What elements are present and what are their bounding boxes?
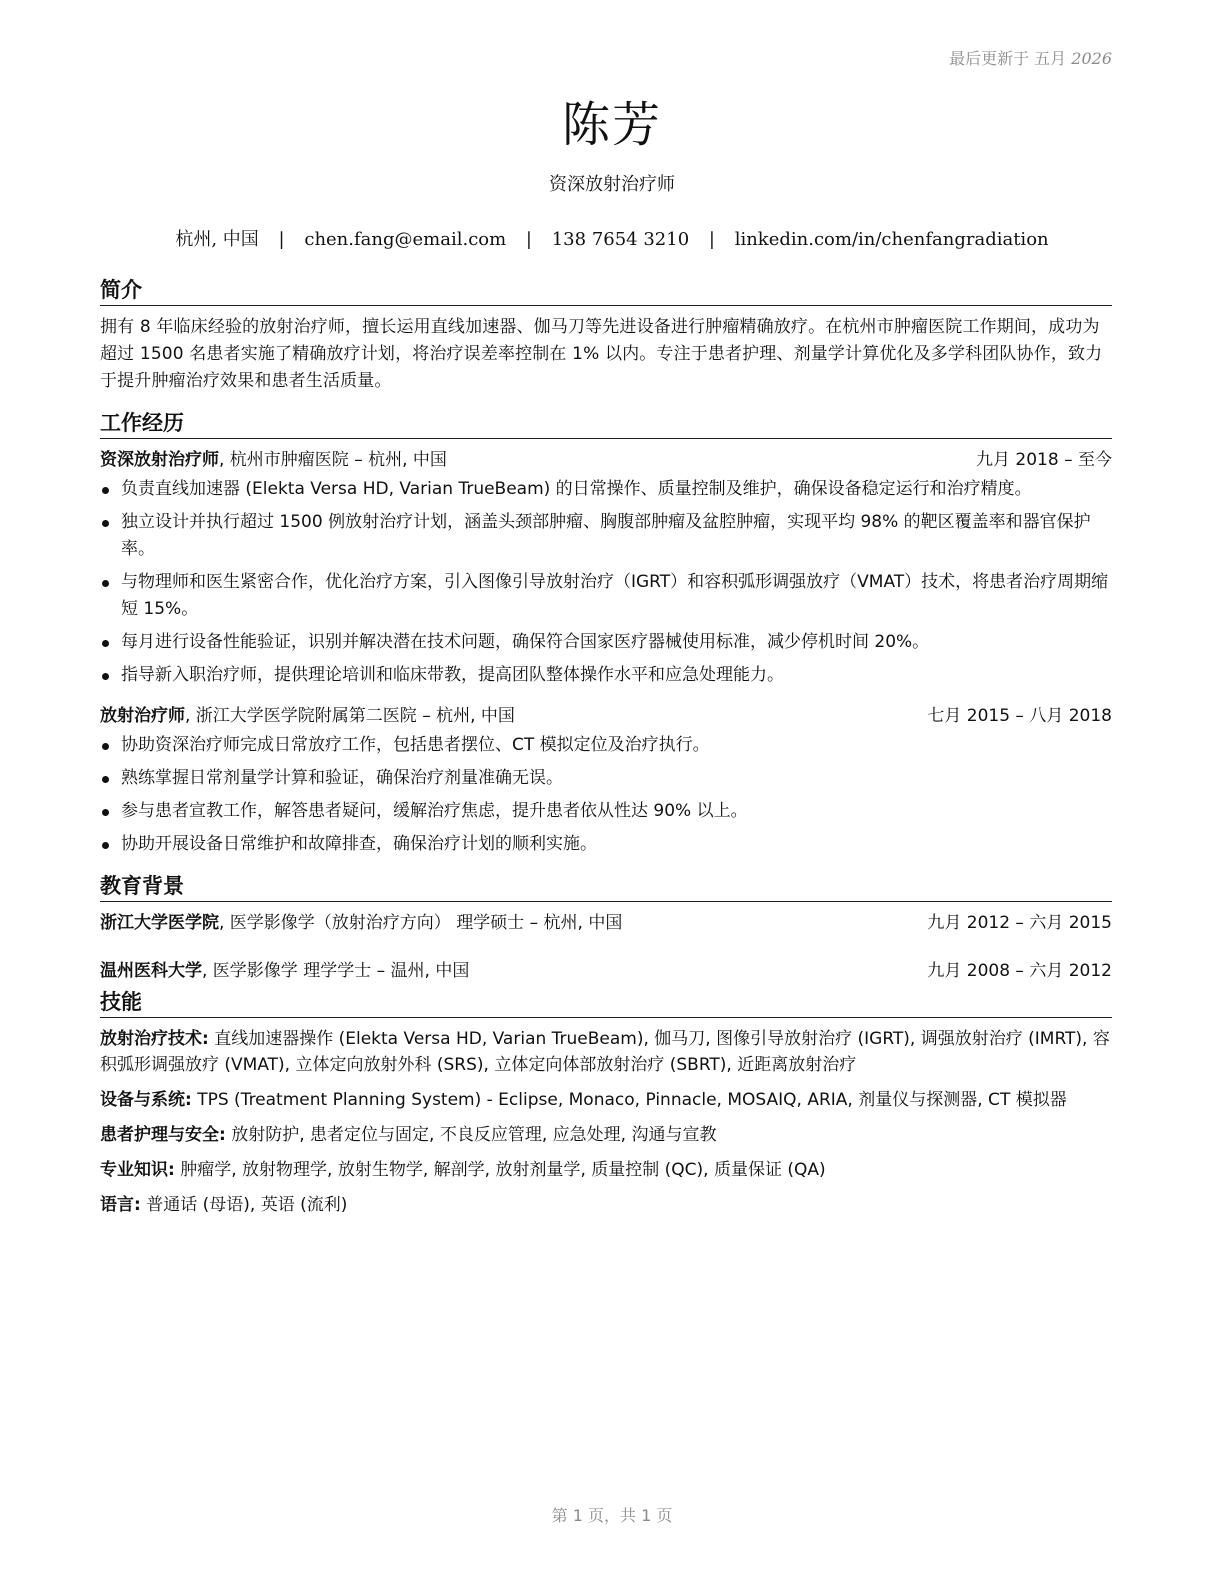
job-org: , 杭州市肿瘤医院 – 杭州, 中国: [219, 450, 447, 470]
skill-row: [100, 1087, 1112, 1113]
resume-content: [100, 276, 1112, 1227]
education-school-detail: [100, 910, 622, 936]
contact-separator: |: [525, 229, 532, 250]
skill-row: [100, 1122, 1112, 1148]
education-detail: , 医学影像学（放射治疗方向） 理学硕士 – 杭州, 中国: [219, 913, 623, 933]
job-entry: [100, 447, 1112, 689]
contact-email[interactable]: chen.fang@email.com: [304, 229, 507, 250]
candidate-title: 资深放射治疗师: [549, 174, 675, 195]
skill-label: 放射治疗技术:: [100, 1029, 209, 1049]
skill-label: 语言:: [100, 1195, 141, 1215]
job-org: , 浙江大学医学院附属第二医院 – 杭州, 中国: [185, 706, 515, 726]
skill-text: 放射防护, 患者定位与固定, 不良反应管理, 应急处理, 沟通与宣教: [225, 1125, 717, 1145]
education-school: 浙江大学医学院: [100, 913, 219, 933]
job-bullet: 每月进行设备性能验证，识别并解决潜在技术问题，确保符合国家医疗器械使用标准，减少停机时间 20%。: [100, 629, 1112, 656]
job-bullets: [100, 476, 1112, 689]
contact-separator: |: [278, 229, 285, 250]
contact-location: 杭州, 中国: [175, 229, 259, 250]
education-entry: [100, 910, 1112, 936]
skill-text: 肿瘤学, 放射物理学, 放射生物学, 解剖学, 放射剂量学, 质量控制 (QC), 质量保证 (QA): [174, 1160, 826, 1180]
page-number: 第 1 页，共 1 页: [551, 1506, 673, 1525]
skill-text: 普通话 (母语), 英语 (流利): [140, 1195, 348, 1215]
section-heading-education: 教育背景: [100, 872, 1112, 902]
skill-label: 设备与系统:: [100, 1090, 192, 1110]
education-school-detail: [100, 958, 469, 984]
skill-row: [100, 1192, 1112, 1218]
education-dates: 九月 2008 – 六月 2012: [927, 961, 1112, 981]
last-updated: [949, 46, 1112, 69]
job-dates: 七月 2015 – 八月 2018: [927, 706, 1112, 726]
contact-linkedin[interactable]: linkedin.com/in/chenfangradiation: [734, 229, 1049, 250]
job-role-org: [100, 447, 447, 473]
contact-line: [0, 225, 1224, 251]
job-role: 资深放射治疗师: [100, 450, 219, 470]
job-entry: [100, 703, 1112, 858]
education-dates: 九月 2012 – 六月 2015: [927, 913, 1112, 933]
job-bullet: 熟练掌握日常剂量学计算和验证，确保治疗剂量准确无误。: [100, 765, 1112, 792]
job-bullet: 协助资深治疗师完成日常放疗工作，包括患者摆位、CT 模拟定位及治疗执行。: [100, 732, 1112, 759]
skill-row: [100, 1157, 1112, 1183]
job-header: [100, 703, 1112, 729]
job-bullet: 协助开展设备日常维护和故障排查，确保治疗计划的顺利实施。: [100, 831, 1112, 858]
last-updated-label: 最后更新于 五月: [949, 49, 1067, 68]
job-role: 放射治疗师: [100, 706, 185, 726]
skill-text: TPS (Treatment Planning System) - Eclipse, Monaco, Pinnacle, MOSAIQ, ARIA, 剂量仪与探测器, CT 模拟器: [191, 1090, 1067, 1110]
job-bullet: 与物理师和医生紧密合作，优化治疗方案，引入图像引导放射治疗（IGRT）和容积弧形调强放疗（VMAT）技术，将患者治疗周期缩短 15%。: [100, 569, 1112, 623]
job-bullet: 独立设计并执行超过 1500 例放射治疗计划，涵盖头颈部肿瘤、胸腹部肿瘤及盆腔肿瘤，实现平均 98% 的靶区覆盖率和器官保护率。: [100, 509, 1112, 563]
job-header: [100, 447, 1112, 473]
section-heading-skills: 技能: [100, 988, 1112, 1018]
job-role-org: [100, 703, 515, 729]
section-heading-summary: 简介: [100, 276, 1112, 306]
education-school: 温州医科大学: [100, 961, 202, 981]
section-heading-experience: 工作经历: [100, 409, 1112, 439]
summary-text: 拥有 8 年临床经验的放射治疗师，擅长运用直线加速器、伽马刀等先进设备进行肿瘤精确放疗。在杭州市肿瘤医院工作期间，成功为超过 1500 名患者实施了精确放疗计划，将治疗误差率控制在 1% 以内。专注于患者护理、剂量学计算优化及多学科团队协作，致力于提升肿瘤治疗效果和患者生活质量。: [100, 317, 1103, 391]
education-detail: , 医学影像学 理学学士 – 温州, 中国: [202, 961, 470, 981]
job-bullet: 负责直线加速器 (Elekta Versa HD, Varian TrueBeam) 的日常操作、质量控制及维护，确保设备稳定运行和治疗精度。: [100, 476, 1112, 503]
candidate-name: 陈芳: [561, 97, 662, 153]
contact-phone: 138 7654 3210: [551, 229, 690, 250]
job-bullet: 指导新入职治疗师，提供理论培训和临床带教，提高团队整体操作水平和应急处理能力。: [100, 662, 1112, 689]
education-entry: [100, 958, 1112, 984]
job-bullet: 参与患者宣教工作，解答患者疑问，缓解治疗焦虑，提升患者依从性达 90% 以上。: [100, 798, 1112, 825]
job-bullets: [100, 732, 1112, 858]
skill-label: 专业知识:: [100, 1160, 175, 1180]
skill-text: 直线加速器操作 (Elekta Versa HD, Varian TrueBeam), 伽马刀, 图像引导放射治疗 (IGRT), 调强放射治疗 (IMRT), 容积弧形调强放疗 (VMAT), 立体定向放射外科 (SRS), 立体定向体部放射治疗 (SBRT), 近距离放射治疗: [100, 1029, 1110, 1075]
last-updated-year: 2026: [1071, 49, 1112, 68]
skill-label: 患者护理与安全:: [100, 1125, 226, 1145]
skill-row: [100, 1026, 1112, 1078]
job-dates: 九月 2018 – 至今: [976, 450, 1112, 470]
contact-separator: |: [708, 229, 715, 250]
